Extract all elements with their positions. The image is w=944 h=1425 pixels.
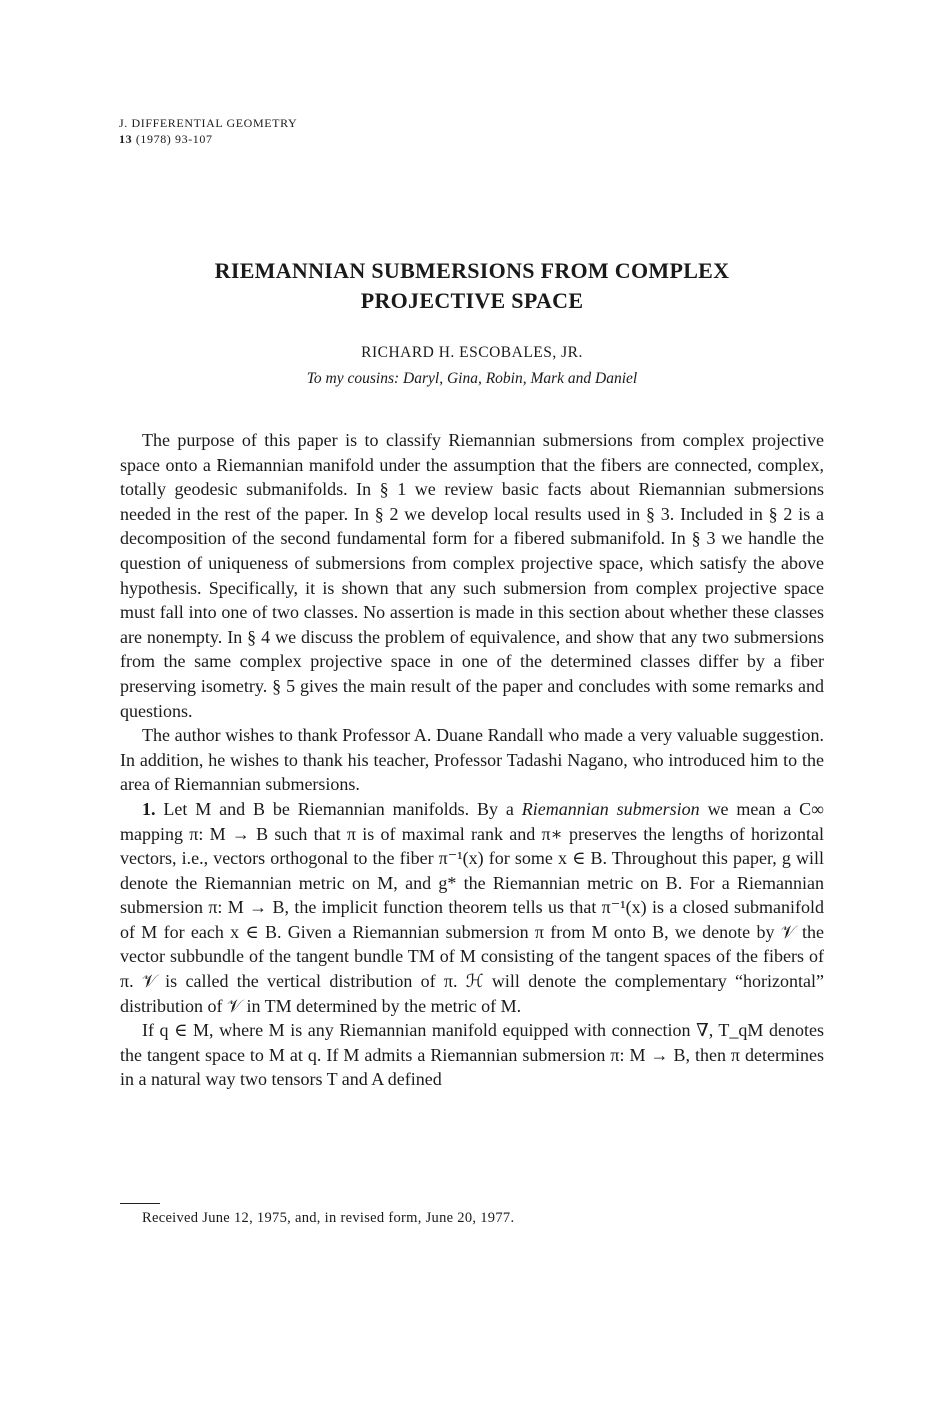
intro-paragraph: The purpose of this paper is to classify Riemannian submersions from complex projective space onto a Riemannian manifold under the assumption that the fibers are connected, complex, totally geodesic submanifolds. In § 1 we review basic facts about Riemannian submersions needed in the rest of the paper. In § 2 we develop local results used in § 3. Included in § 2 is a decomposition of the second fundamental form for a fibered submanifold. In § 3 we handle the question of uniqueness of submersions from complex projective space, which satisfy the above hypothesis. Specifically, it is shown that any such submersion from complex projective space must fall into one of two classes. No assertion is made in this section about whether these classes are nonempty. In § 4 we discuss the problem of equivalence, and show that any two submersions from the same complex projective space in one of the determined classes differ by a fiber preserving isometry. § 5 gives the main result of the paper and concludes with some remarks and questions. — [120, 430, 824, 721]
body-text — [120, 428, 824, 1092]
author-name: RICHARD H. ESCOBALES, JR. — [361, 344, 583, 361]
journal-volume: 13 — [119, 132, 133, 146]
journal-name: J. DIFFERENTIAL GEOMETRY — [119, 116, 298, 130]
section-1-text: we mean a C∞ mapping π: M → B such that π is of maximal rank and π∗ preserves the lengths of horizontal vectors, i.e., vectors orthogonal to the fiber π⁻¹(x) for some x ∈ B. Throughout this paper, g will denote the Riemannian metric on M, and g* the Riemannian metric on B. For a Riemannian submersion π: M → B, the implicit function theorem tells us that π⁻¹(x) is a closed submanifold of M for each x ∈ B. Given a Riemannian submersion π from M onto B, we denote by 𝒱 the vector subbundle of the tangent bundle TM of M consisting of the tangent spaces of the fibers of π. 𝒱 is called the vertical distribution of π. ℋ will denote the complementary “horizontal” distribution of 𝒱 in TM determined by the metric of M. — [120, 798, 825, 1016]
section-1-lead: Let M and B be Riemannian manifolds. By a — [163, 798, 514, 819]
dedication: To my cousins: Daryl, Gina, Robin, Mark and Daniel — [306, 370, 638, 387]
paper-title-line-1: RIEMANNIAN SUBMERSIONS FROM COMPLEX — [214, 258, 730, 283]
journal-volume-line — [119, 131, 297, 147]
journal-header — [119, 115, 297, 147]
acknowledgement-paragraph: The author wishes to thank Professor A. Duane Randall who made a very valuable suggestion. In addition, he wishes to thank his teacher, Professor Tadashi Nagano, who introduced him to the area of Riemannian submersions. — [120, 725, 824, 795]
section-number: 1. — [142, 798, 156, 819]
paper-title — [110, 256, 834, 316]
journal-year-pages: (1978) 93-107 — [135, 132, 213, 146]
footnote-rule — [120, 1203, 160, 1204]
paper-title-line-2: PROJECTIVE SPACE — [360, 288, 584, 313]
section-1-paragraph — [120, 797, 824, 1018]
footnote: Received June 12, 1975, and, in revised form, June 20, 1977. — [142, 1210, 515, 1226]
defined-term: Riemannian submersion — [521, 798, 700, 819]
tensor-paragraph: If q ∈ M, where M is any Riemannian manifold equipped with connection ∇, T_qM denotes the tangent space to M at q. If M admits a Riemannian submersion π: M → B, then π determines in a natural way two tensors T and A defined — [120, 1020, 824, 1090]
